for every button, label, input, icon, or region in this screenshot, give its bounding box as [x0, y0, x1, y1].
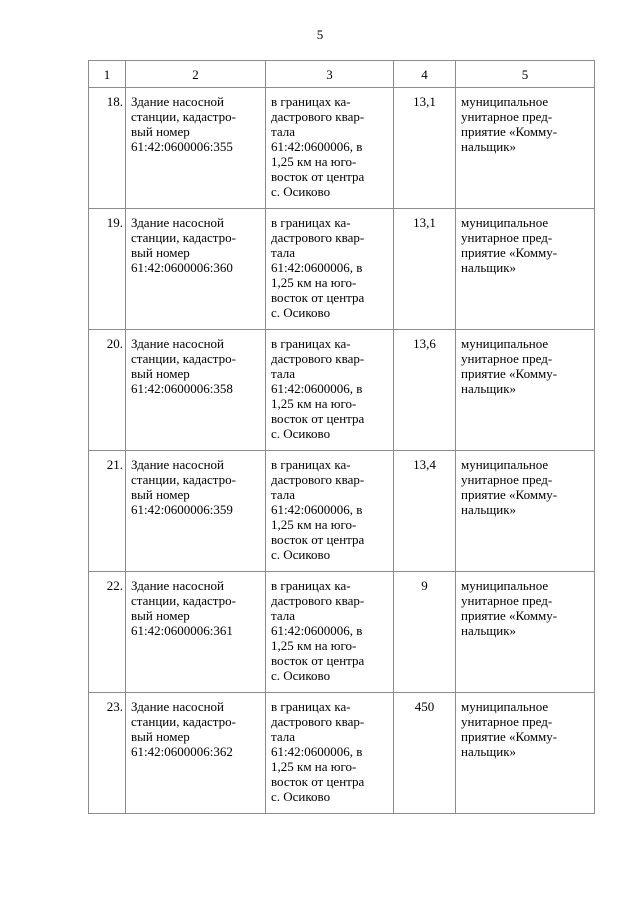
holder-line: муниципальное [461, 336, 549, 351]
object-name-line: вый номер [131, 366, 190, 381]
object-name-cell [126, 88, 266, 209]
location-line: 61:42:0600006, в [271, 381, 363, 396]
table-row [89, 693, 595, 814]
location-line: восток от центра [271, 411, 365, 426]
location-line: в границах ка- [271, 215, 351, 230]
area-cell [394, 451, 456, 572]
row-number: 20. [106, 336, 123, 351]
location-line: с. Осиково [271, 426, 331, 441]
holder-line: муниципальное [461, 94, 549, 109]
object-name-cell [126, 693, 266, 814]
holder-line: приятие «Комму- [461, 729, 558, 744]
row-number-cell [89, 693, 126, 814]
row-number-cell [89, 572, 126, 693]
page-number: 5 [316, 27, 324, 42]
location-line: с. Осиково [271, 789, 331, 804]
location-line: с. Осиково [271, 547, 331, 562]
holder-line: нальщик» [461, 623, 517, 638]
area-cell [394, 693, 456, 814]
object-name-line: вый номер [131, 608, 190, 623]
location-line: тала [271, 366, 295, 381]
area-value: 13,4 [413, 457, 436, 472]
location-line: дастрового квар- [271, 714, 365, 729]
location-line: с. Осиково [271, 184, 331, 199]
area-cell [394, 572, 456, 693]
location-line: в границах ка- [271, 578, 351, 593]
location-line: 61:42:0600006, в [271, 139, 363, 154]
location-line: восток от центра [271, 290, 365, 305]
holder-cell [456, 693, 595, 814]
location-line: тала [271, 608, 295, 623]
object-name-line: Здание насосной [131, 94, 225, 109]
header-row [89, 61, 595, 88]
location-cell [266, 209, 394, 330]
location-line: тала [271, 245, 295, 260]
holder-cell [456, 330, 595, 451]
holder-line: унитарное пред- [461, 109, 553, 124]
object-name-line: 61:42:0600006:358 [131, 381, 233, 396]
location-line: дастрового квар- [271, 109, 365, 124]
area-value: 9 [421, 578, 428, 593]
row-number: 23. [106, 699, 123, 714]
location-line: 1,25 км на юго- [271, 517, 357, 532]
object-name-line: вый номер [131, 245, 190, 260]
row-number: 22. [106, 578, 123, 593]
holder-line: муниципальное [461, 699, 549, 714]
object-name-cell [126, 451, 266, 572]
area-value: 13,1 [413, 94, 436, 109]
row-number-cell [89, 330, 126, 451]
column-header: 1 [89, 61, 126, 88]
column-header: 4 [394, 61, 456, 88]
row-number-cell [89, 209, 126, 330]
object-name-line: вый номер [131, 487, 190, 502]
area-value: 13,1 [413, 215, 436, 230]
holder-cell [456, 451, 595, 572]
holder-line: приятие «Комму- [461, 608, 558, 623]
table-row [89, 330, 595, 451]
object-name-line: станции, кадастро- [131, 351, 236, 366]
holder-line: приятие «Комму- [461, 487, 558, 502]
object-name-line: Здание насосной [131, 215, 225, 230]
object-name-line: станции, кадастро- [131, 230, 236, 245]
area-cell [394, 330, 456, 451]
location-line: с. Осиково [271, 668, 331, 683]
table-row [89, 209, 595, 330]
location-cell [266, 572, 394, 693]
object-name-line: 61:42:0600006:361 [131, 623, 233, 638]
location-cell [266, 330, 394, 451]
object-name-line: 61:42:0600006:355 [131, 139, 233, 154]
object-name-line: вый номер [131, 729, 190, 744]
location-line: 1,25 км на юго- [271, 154, 357, 169]
holder-line: унитарное пред- [461, 593, 553, 608]
object-name-line: 61:42:0600006:362 [131, 744, 233, 759]
holder-line: приятие «Комму- [461, 245, 558, 260]
row-number: 21. [106, 457, 123, 472]
location-line: восток от центра [271, 532, 365, 547]
property-table [88, 60, 595, 814]
location-line: в границах ка- [271, 94, 351, 109]
column-header: 5 [456, 61, 595, 88]
object-name-line: Здание насосной [131, 578, 225, 593]
location-line: 61:42:0600006, в [271, 744, 363, 759]
object-name-cell [126, 330, 266, 451]
location-line: в границах ка- [271, 699, 351, 714]
area-value: 13,6 [413, 336, 436, 351]
object-name-line: Здание насосной [131, 699, 225, 714]
location-line: тала [271, 729, 295, 744]
holder-line: нальщик» [461, 744, 517, 759]
location-line: в границах ка- [271, 457, 351, 472]
location-line: 1,25 км на юго- [271, 396, 357, 411]
object-name-line: вый номер [131, 124, 190, 139]
location-line: 61:42:0600006, в [271, 502, 363, 517]
location-cell [266, 693, 394, 814]
area-cell [394, 88, 456, 209]
table-row [89, 88, 595, 209]
object-name-line: станции, кадастро- [131, 593, 236, 608]
object-name-line: станции, кадастро- [131, 714, 236, 729]
holder-line: нальщик» [461, 502, 517, 517]
object-name-cell [126, 572, 266, 693]
location-line: тала [271, 124, 295, 139]
holder-line: муниципальное [461, 457, 549, 472]
object-name-line: Здание насосной [131, 336, 225, 351]
location-line: дастрового квар- [271, 593, 365, 608]
column-header: 2 [126, 61, 266, 88]
location-cell [266, 88, 394, 209]
holder-line: унитарное пред- [461, 351, 553, 366]
holder-line: нальщик» [461, 139, 517, 154]
row-number-cell [89, 451, 126, 572]
location-line: 61:42:0600006, в [271, 623, 363, 638]
location-line: 61:42:0600006, в [271, 260, 363, 275]
object-name-line: Здание насосной [131, 457, 225, 472]
location-line: 1,25 км на юго- [271, 275, 357, 290]
location-cell [266, 451, 394, 572]
location-line: дастрового квар- [271, 230, 365, 245]
holder-line: нальщик» [461, 381, 517, 396]
location-line: с. Осиково [271, 305, 331, 320]
location-line: тала [271, 487, 295, 502]
table-row [89, 451, 595, 572]
area-value: 450 [414, 699, 435, 714]
location-line: восток от центра [271, 169, 365, 184]
holder-line: приятие «Комму- [461, 366, 558, 381]
holder-line: нальщик» [461, 260, 517, 275]
location-line: в границах ка- [271, 336, 351, 351]
location-line: 1,25 км на юго- [271, 638, 357, 653]
object-name-line: станции, кадастро- [131, 109, 236, 124]
holder-line: приятие «Комму- [461, 124, 558, 139]
location-line: восток от центра [271, 774, 365, 789]
table-row [89, 572, 595, 693]
holder-line: унитарное пред- [461, 472, 553, 487]
row-number: 19. [106, 215, 123, 230]
location-line: восток от центра [271, 653, 365, 668]
holder-line: унитарное пред- [461, 714, 553, 729]
holder-cell [456, 572, 595, 693]
row-number-cell [89, 88, 126, 209]
object-name-cell [126, 209, 266, 330]
holder-cell [456, 88, 595, 209]
holder-line: унитарное пред- [461, 230, 553, 245]
location-line: 1,25 км на юго- [271, 759, 357, 774]
holder-line: муниципальное [461, 578, 549, 593]
object-name-line: 61:42:0600006:359 [131, 502, 233, 517]
object-name-line: станции, кадастро- [131, 472, 236, 487]
location-line: дастрового квар- [271, 472, 365, 487]
row-number: 18. [106, 94, 123, 109]
holder-cell [456, 209, 595, 330]
location-line: дастрового квар- [271, 351, 365, 366]
column-header: 3 [266, 61, 394, 88]
object-name-line: 61:42:0600006:360 [131, 260, 233, 275]
area-cell [394, 209, 456, 330]
holder-line: муниципальное [461, 215, 549, 230]
